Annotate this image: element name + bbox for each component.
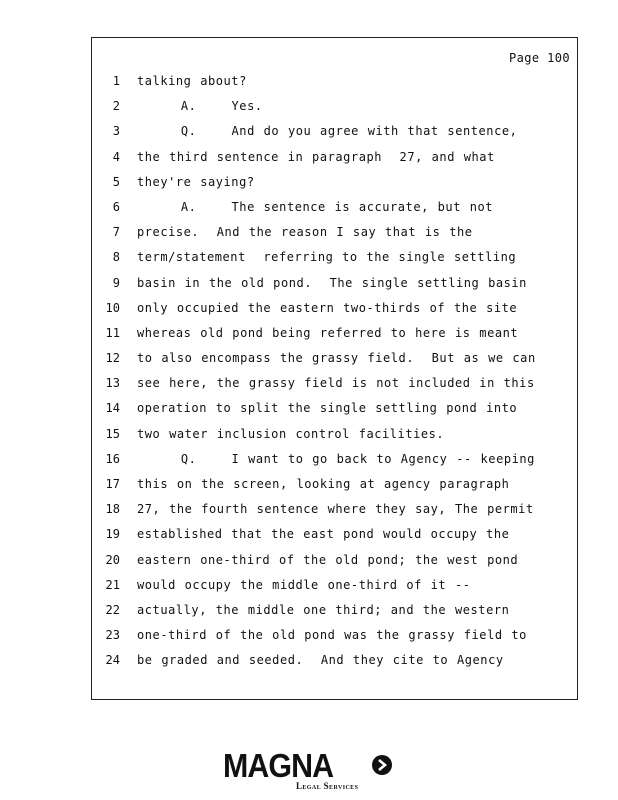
line-number: 17	[105, 477, 120, 491]
transcript-line	[92, 450, 577, 475]
transcript-line	[92, 399, 577, 424]
line-number: 3	[112, 124, 120, 139]
transcript-line	[92, 299, 577, 324]
line-text: A. Yes.	[137, 99, 263, 114]
line-number: 19	[105, 527, 120, 542]
line-number: 6	[112, 199, 120, 214]
line-number: 11	[105, 325, 120, 340]
line-number: 16	[105, 451, 120, 466]
line-text: see here, the grassy field is not included in this	[137, 376, 535, 391]
line-number: 15	[105, 426, 120, 441]
line-number: 13	[105, 376, 120, 391]
transcript-line	[92, 551, 577, 576]
transcript-line	[92, 173, 577, 198]
transcript-line	[92, 274, 577, 299]
logo-subtext: Legal Services	[296, 781, 359, 791]
line-text: precise. And the reason I say that is the	[137, 225, 473, 240]
line-text: only occupied the eastern two-thirds of the site	[137, 300, 518, 315]
logo-wordmark: MAGNA	[223, 747, 334, 784]
line-text: the third sentence in paragraph 27, and what	[137, 149, 495, 164]
transcript-line	[92, 425, 577, 450]
line-text: eastern one-third of the old pond; the west pond	[137, 552, 519, 567]
line-number: 7	[112, 225, 120, 240]
line-text: talking about?	[137, 74, 247, 88]
transcript-line	[92, 374, 577, 399]
transcript-line	[92, 122, 577, 147]
line-text: established that the east pond would occupy the	[137, 527, 510, 542]
line-text: term/statement referring to the single settling	[137, 250, 517, 265]
line-number: 21	[105, 577, 120, 592]
line-number: 8	[112, 250, 120, 265]
magna-logo	[223, 748, 395, 792]
line-text: Q. And do you agree with that sentence,	[137, 124, 518, 139]
line-text: 27, the fourth sentence where they say, The permit	[137, 502, 534, 517]
line-number: 18	[105, 502, 120, 517]
line-text: two water inclusion control facilities.	[137, 426, 445, 441]
transcript-line	[92, 626, 577, 651]
transcript-page	[91, 37, 578, 700]
transcript-line	[92, 349, 577, 374]
line-text: operation to split the single settling pond into	[137, 401, 518, 416]
line-number: 12	[105, 351, 120, 366]
line-number: 10	[105, 300, 120, 315]
line-text: they're saying?	[137, 174, 255, 189]
line-text: would occupy the middle one-third of it --	[137, 577, 471, 592]
transcript-line	[92, 223, 577, 248]
transcript-body	[92, 72, 577, 677]
line-text: one-third of the old pond was the grassy field to	[137, 628, 527, 643]
line-number: 22	[105, 602, 120, 617]
line-number: 20	[105, 552, 120, 567]
transcript-line	[92, 475, 577, 500]
line-text: be graded and seeded. And they cite to Agency	[137, 653, 504, 668]
transcript-line	[92, 525, 577, 550]
line-number: 9	[112, 275, 120, 290]
line-number: 4	[112, 149, 120, 164]
chevron-right-circle-icon	[371, 754, 393, 776]
line-text: to also encompass the grassy field. But as we can	[137, 351, 536, 366]
line-text: A. The sentence is accurate, but not	[137, 199, 494, 214]
transcript-line	[92, 198, 577, 223]
line-number: 5	[112, 174, 120, 189]
page-number: Page 100	[509, 51, 570, 65]
line-text: this on the screen, looking at agency paragraph	[137, 477, 510, 491]
transcript-line	[92, 576, 577, 601]
line-number: 1	[112, 74, 120, 88]
line-text: Q. I want to go back to Agency -- keeping	[137, 451, 535, 466]
transcript-line	[92, 324, 577, 349]
line-number: 23	[105, 628, 120, 643]
line-text: actually, the middle one third; and the western	[137, 602, 510, 617]
transcript-line	[92, 601, 577, 626]
line-text: whereas old pond being referred to here is meant	[137, 325, 519, 340]
transcript-line	[92, 248, 577, 273]
line-number: 2	[112, 99, 120, 114]
transcript-line	[92, 72, 577, 97]
line-number: 24	[105, 653, 120, 668]
transcript-line	[92, 651, 577, 676]
transcript-line	[92, 148, 577, 173]
line-text: basin in the old pond. The single settling basin	[137, 275, 527, 290]
transcript-line	[92, 500, 577, 525]
line-number: 14	[105, 401, 120, 416]
transcript-line	[92, 97, 577, 122]
